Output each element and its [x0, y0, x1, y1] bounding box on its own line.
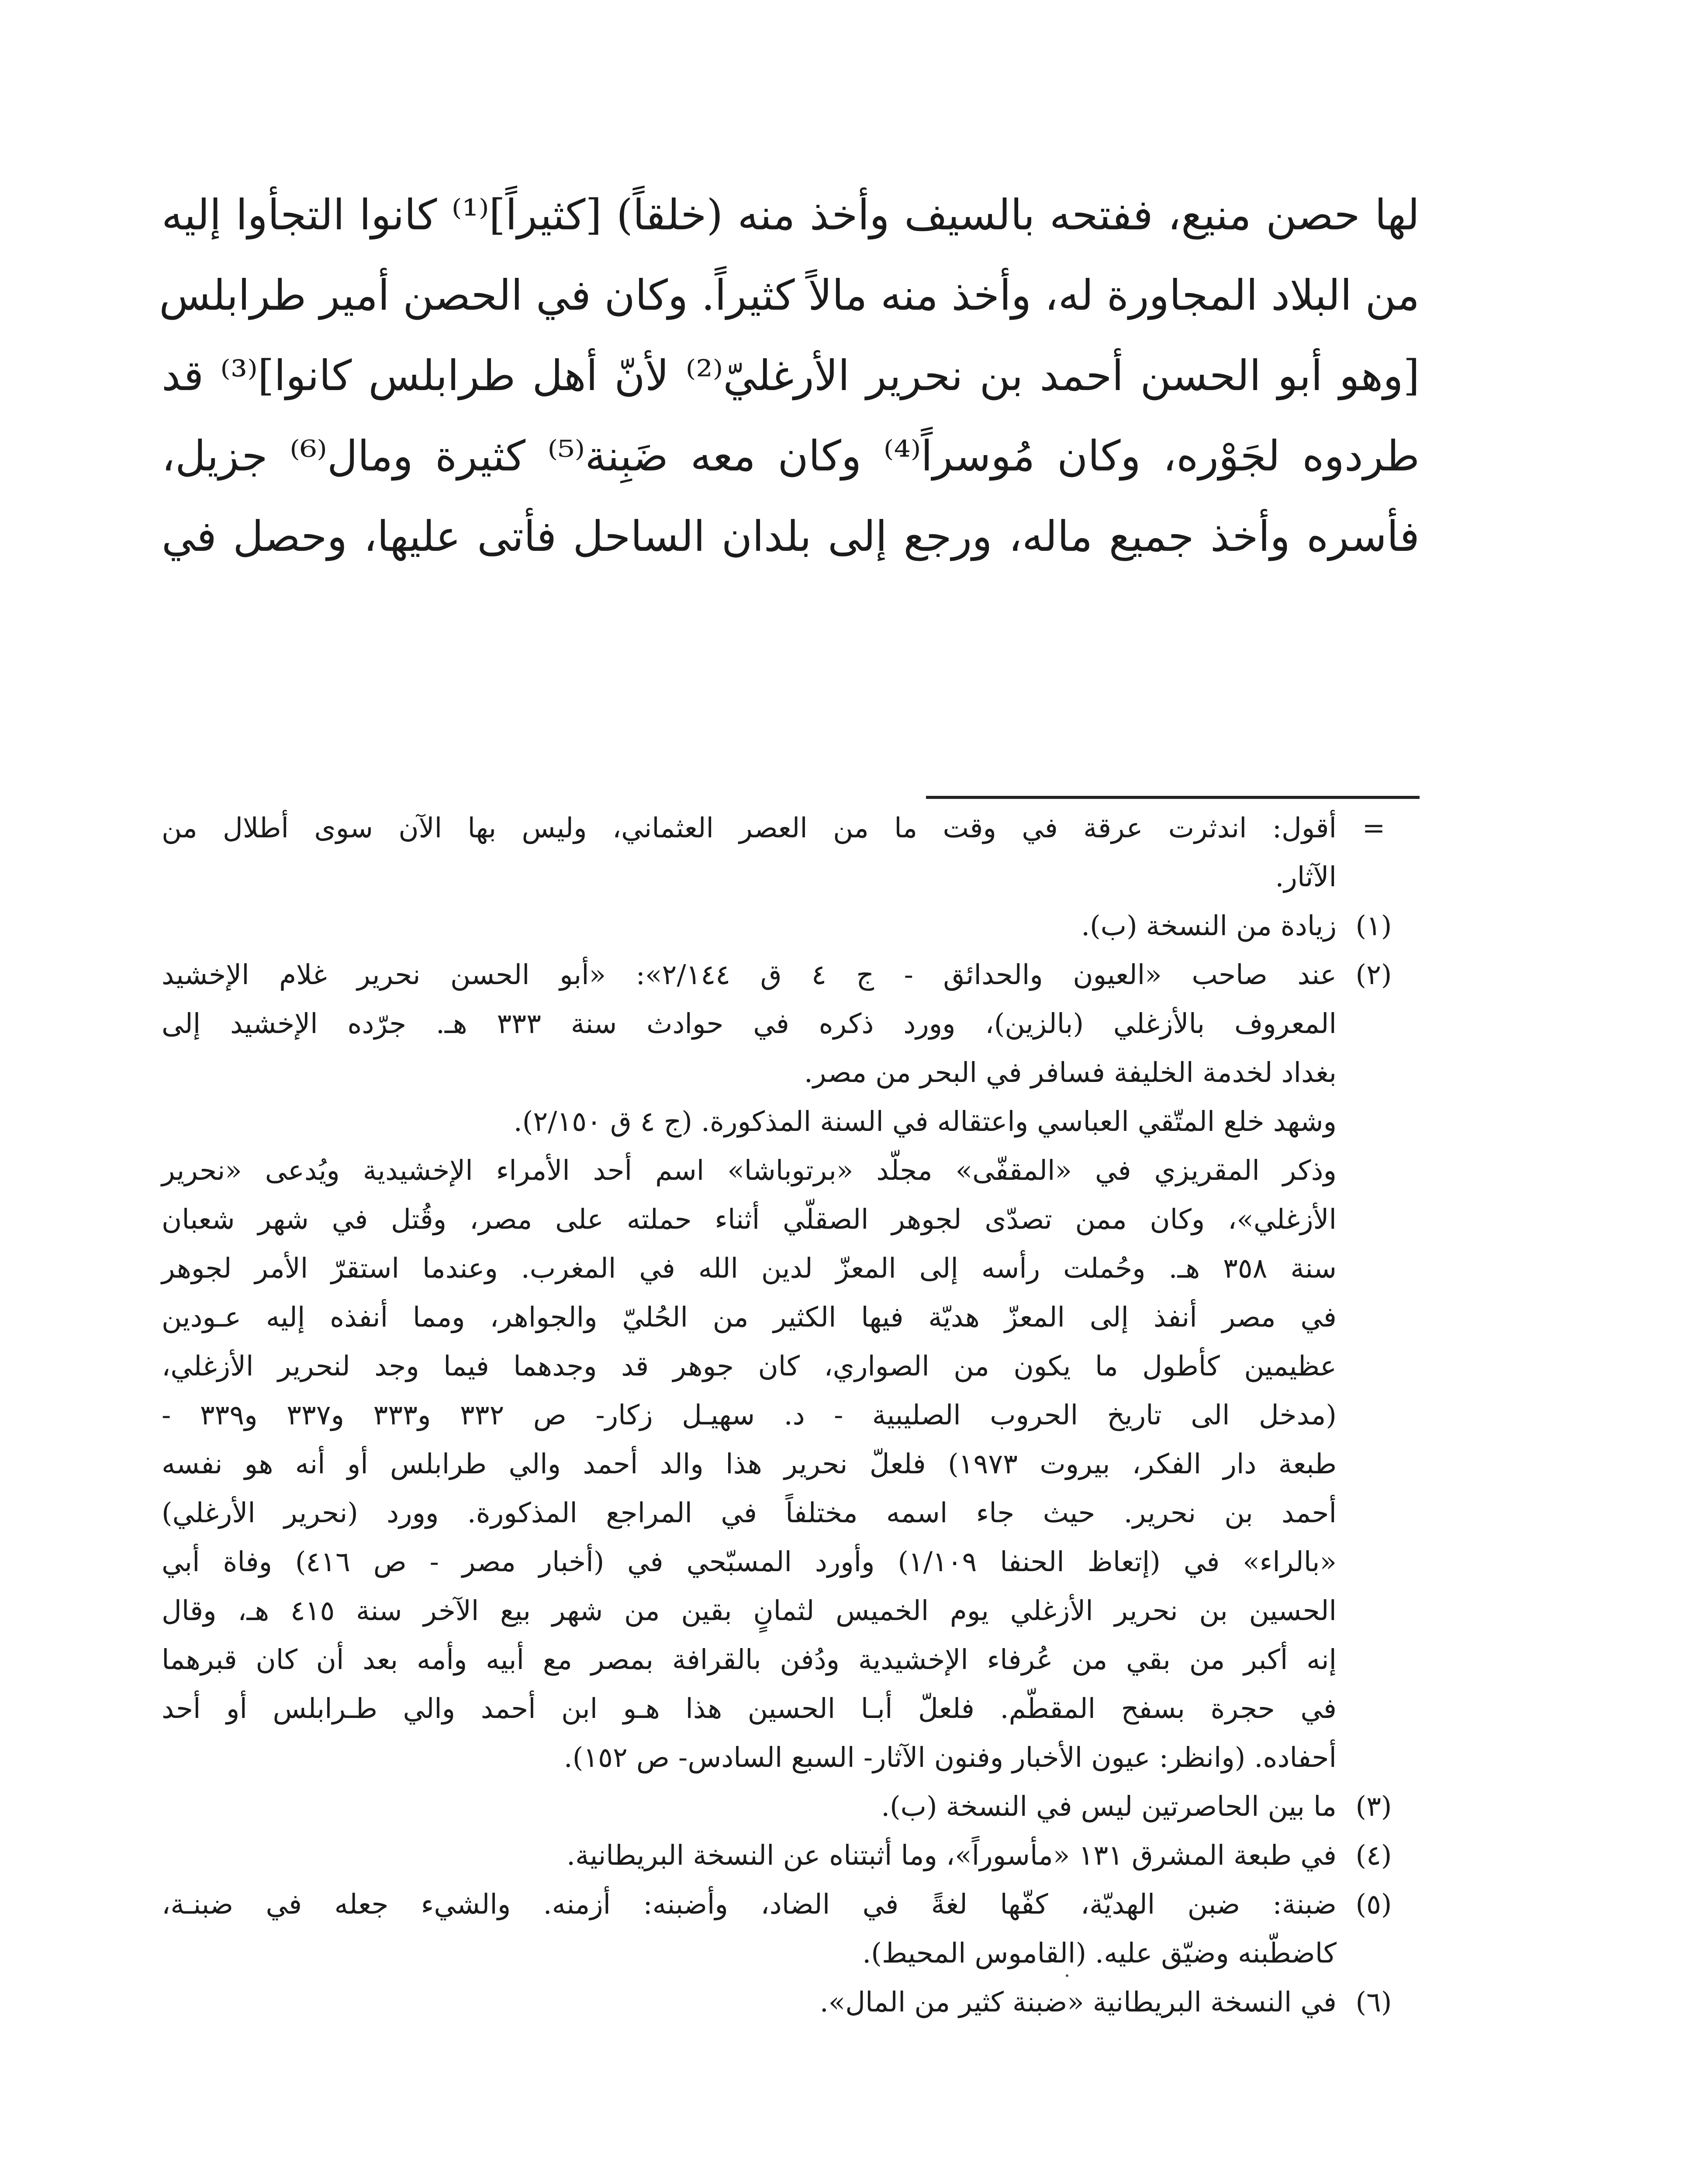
footnote-line: في مصر أنفذ إلى المعزّ هديّة فيها الكثير من الحُليّ والجواهر، ومما أنفذه إليه عـودين — [162, 1301, 1337, 1333]
footnote-text — [162, 804, 1337, 902]
footnote-2 — [162, 950, 1420, 1782]
footnotes — [162, 804, 1420, 2027]
footnote-marker: (٢) — [1355, 959, 1392, 991]
footnote-line: «بالراء» في (إتعاظ الحنفا ١/١٠٩) وأورد المسبّحي في (أخبار مصر - ص ٤١٦) وفاة أبي — [162, 1546, 1337, 1578]
footnote-line: كاضطّبنه وضيّق عليه. (القاموس المحيط). — [862, 1937, 1337, 1969]
footnote-line: في حجرة بسفح المقطّم. فلعلّ أبـا الحسين هذا هـو ابن أحمد والي طـرابلس أو أحد — [162, 1693, 1337, 1724]
main-text-line: طردوه لجَوْره، وكان مُوسراً⁽⁴⁾ وكان معه ضَبِنة⁽⁵⁾ كثيرة ومال⁽⁶⁾ جزيل، — [162, 432, 1420, 480]
footnote-1 — [162, 902, 1420, 950]
footnote-marker: = — [1362, 812, 1385, 844]
footnote-marker: (٣) — [1355, 1790, 1392, 1822]
footnote-line: أحمد بن نحرير. حيث جاء اسمه مختلفاً في المراجع المذكورة. وورد (نحرير الأرغلي) — [162, 1497, 1337, 1529]
footnote-line: سنة ٣٥٨ هـ. وحُملت رأسه إلى المعزّ لدين الله في المغرب. وعندما استقرّ الأمر لجوهر — [162, 1252, 1337, 1284]
footnote-marker: (٤) — [1355, 1839, 1392, 1871]
footnote-line: أحفاده. (وانظر: عيون الأخبار وفنون الآثار- السبع السادس- ص ١٥٢). — [563, 1742, 1337, 1773]
scan-speck — [1066, 1974, 1068, 1977]
main-text-line: من البلاد المجاورة له، وأخذ منه مالاً كثيراً. وكان في الحصن أمير طرابلس — [159, 271, 1420, 320]
footnote-line: الأزغلي»، وكان ممن تصدّى لجوهر الصقلّي أثناء حملته على مصر، وقُتل في شهر شعبان — [162, 1203, 1337, 1235]
footnote-text — [162, 902, 1337, 950]
footnote-line: الآثار. — [1275, 861, 1337, 893]
footnote-line: عظيمين كأطول ما يكون من الصواري، كان جوهر قد وجدهما فيما وجد لنحرير الأزغلي، — [162, 1350, 1337, 1382]
footnote-text — [162, 1782, 1337, 1831]
footnote-line: طبعة دار الفكر، بيروت ١٩٧٣) فلعلّ نحرير هذا والد أحمد والي طرابلس أو أنه هو نفسه — [162, 1448, 1337, 1480]
footnote-line: بغداد لخدمة الخليفة فسافر في البحر من مصر. — [804, 1057, 1337, 1089]
footnote-line: (مدخل الى تاريخ الحروب الصليبية - د. سهيـل زكار- ص ٣٣٢ و٣٣٣ و٣٣٧ و٣٣٩ - — [162, 1399, 1337, 1431]
main-text-line: لها حصن منيع، ففتحه بالسيف وأخذ منه (خلقاً) [كثيراً]⁽¹⁾ كانوا التجأوا إليه — [162, 190, 1420, 239]
footnote-6 — [162, 1978, 1420, 2027]
footnote-line: في النسخة البريطانية «ضبنة كثير من المال». — [819, 1986, 1337, 2018]
footnote-marker: (٦) — [1355, 1986, 1392, 2018]
footnote-line: أقول: اندثرت عرقة في وقت ما من العصر العثماني، وليس بها الآن سوى أطلال من — [162, 812, 1337, 844]
footnote-line: ضبنة: ضبن الهديّة، كفّها لغةً في الضاد، وأضبنه: أزمنه. والشيء جعله في ضبنـة، — [162, 1888, 1337, 1920]
footnote-line: وشهد خلع المتّقي العباسي واعتقاله في السنة المذكورة. (ج ٤ ق ٢/١٥٠). — [513, 1106, 1337, 1137]
footnote-line: إنه أكبر من بقي من عُرفاء الإخشيدية ودُفن بالقرافة بمصر مع أبيه وأمه بعد أن كان قبرهما — [162, 1644, 1337, 1676]
footnote-text — [162, 950, 1337, 1782]
main-text-line: [وهو أبو الحسن أحمد بن نحرير الأرغليّ⁽²⁾ لأنّ أهل طرابلس كانوا]⁽³⁾ قد — [162, 351, 1420, 400]
footnote-line: في طبعة المشرق ١٣١ «مأسوراً»، وما أثبتناه عن النسخة البريطانية. — [566, 1839, 1337, 1871]
footnote-continuation — [162, 804, 1420, 902]
footnote-marker: (٥) — [1355, 1888, 1392, 1920]
footnote-line: ما بين الحاصرتين ليس في النسخة (ب). — [881, 1790, 1337, 1822]
footnote-3 — [162, 1782, 1420, 1831]
footnote-line: المعروف بالأزغلي (بالزين)، وورد ذكره في حوادث سنة ٣٣٣ هـ. جرّده الإخشيد إلى — [162, 1008, 1337, 1040]
main-text — [159, 175, 1420, 577]
footnote-line: زيادة من النسخة (ب). — [1081, 910, 1337, 942]
footnote-text — [162, 1831, 1337, 1880]
footnote-text — [162, 1978, 1337, 2027]
footnote-line: عند صاحب «العيون والحدائق - ج ٤ ق ٢/١٤٤»: «أبو الحسن نحرير غلام الإخشيد — [162, 959, 1337, 991]
footnote-4 — [162, 1831, 1420, 1880]
footnote-marker: (١) — [1355, 910, 1392, 942]
footnote-text — [162, 1880, 1337, 1978]
footnote-line: الحسين بن نحرير الأزغلي يوم الخميس لثمانٍ بقين من شهر بيع الآخر سنة ٤١٥ هـ، وقال — [162, 1595, 1337, 1627]
footnote-separator-rule — [926, 796, 1420, 799]
footnote-5 — [162, 1880, 1420, 1978]
footnote-line: وذكر المقريزي في «المقفّى» مجلّد «برتوباشا» اسم أحد الأمراء الإخشيدية ويُدعى «نحرير — [162, 1154, 1337, 1186]
main-text-line: فأسره وأخذ جميع ماله، ورجع إلى بلدان الساحل فأتى عليها، وحصل في — [162, 512, 1420, 561]
